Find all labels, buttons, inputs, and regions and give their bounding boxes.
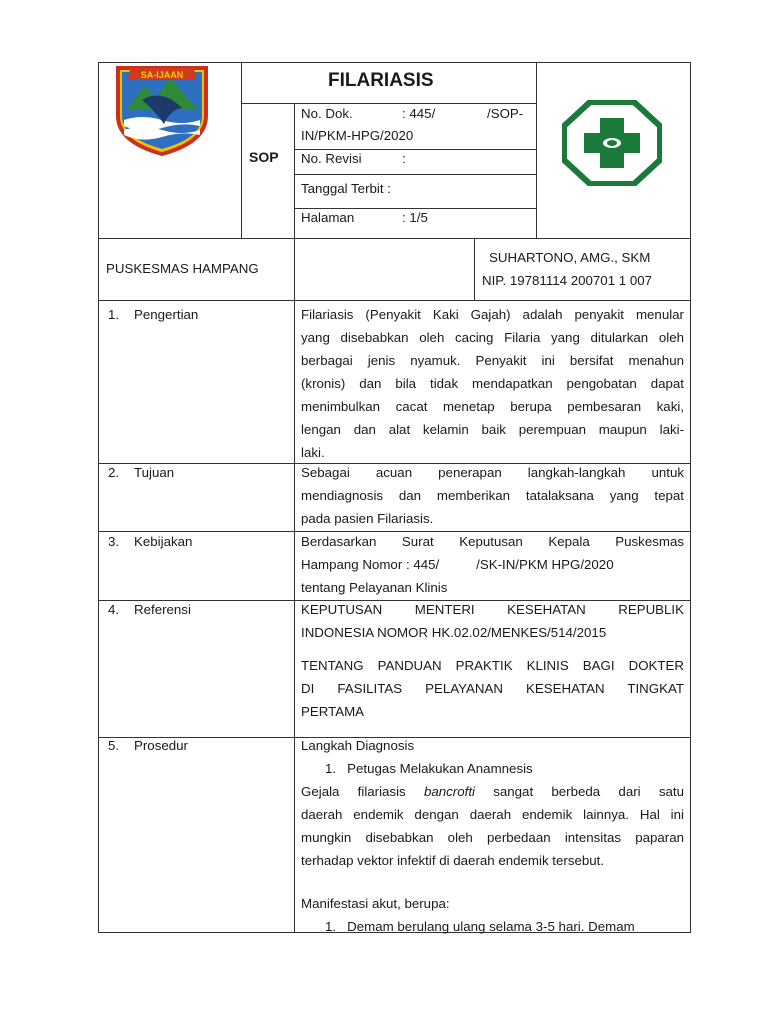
prosedur-line: daerah endemik dengan daerah endemik lainnya. Hal ini <box>301 807 684 822</box>
page-value: : 1/5 <box>402 210 428 225</box>
prosedur-italic-text: bancrofti <box>423 784 475 799</box>
section-label: Pengertian <box>134 307 199 322</box>
prosedur-item: 1. Demam berulang ulang selama 3-5 hari. Demam <box>325 919 635 934</box>
doc-no-value: : 445/ <box>402 106 436 121</box>
page-label: Halaman <box>301 210 355 225</box>
pengertian-line: Filariasis (Penyakit Kaki Gajah) adalah penyakit menular <box>301 307 684 322</box>
document-title: FILARIASIS <box>328 70 434 91</box>
referensi-line: TENTANG PANDUAN PRAKTIK KLINIS BAGI DOKTER <box>301 658 684 673</box>
section-label: Kebijakan <box>134 534 193 549</box>
regency-emblem-logo <box>112 64 212 156</box>
divider <box>474 238 475 300</box>
divider <box>294 174 536 175</box>
table-border-right <box>690 62 691 933</box>
section-number: 1. <box>108 307 120 322</box>
referensi-line: INDONESIA NOMOR HK.02.02/MENKES/514/2015 <box>301 625 607 640</box>
pengertian-line: laki. <box>301 445 325 460</box>
prosedur-line: terhadap vektor infektif di daerah endemik tersebut. <box>301 853 605 868</box>
pengertian-line: (kronis) dan bila tidak mendapatkan pengobatan dapat <box>301 376 684 391</box>
section-number: 2. <box>108 465 120 480</box>
tujuan-line: pada pasien Filariasis. <box>301 511 434 526</box>
signer-name: SUHARTONO, AMG., SKM <box>489 250 651 265</box>
tujuan-line: mendiagnosis dan memberikan tatalaksana yang tepat <box>301 488 684 503</box>
kebijakan-line: Berdasarkan Surat Keputusan Kepala Puskesmas <box>301 534 684 549</box>
pengertian-line: yang disebabkan oleh cacing Filaria yang ditularkan oleh <box>301 330 684 345</box>
table-border-left <box>98 62 99 933</box>
revision-label: No. Revisi <box>301 151 362 166</box>
referensi-line: KEPUTUSAN MENTERI KESEHATAN REPUBLIK <box>301 602 684 617</box>
pengertian-line: berbagai jenis nyamuk. Penyakit ini bersifat menahun <box>301 353 684 368</box>
referensi-line: PERTAMA <box>301 704 365 719</box>
kebijakan-line: tentang Pelayanan Klinis <box>301 580 448 595</box>
puskesmas-logo <box>562 100 662 186</box>
doc-no-value: /SOP- <box>487 106 524 121</box>
signer-nip: NIP. 19781114 200701 1 007 <box>482 273 653 288</box>
prosedur-text: sangat berbeda dari satu <box>493 784 684 799</box>
sop-label: SOP <box>249 149 279 165</box>
section-label: Referensi <box>134 602 191 617</box>
section-number: 4. <box>108 602 120 617</box>
divider <box>294 103 295 932</box>
pengertian-line: menimbulkan cacat menetap berupa pembesaran kaki, <box>301 399 684 414</box>
issued-date-label: Tanggal Terbit : <box>301 181 391 196</box>
prosedur-line <box>301 780 684 803</box>
pengertian-line: lengan dan alat kelamin baik perempuan maupun laki- <box>301 422 684 437</box>
table-border-top <box>98 62 691 63</box>
emblem-text: SA-IJAAN <box>140 70 184 80</box>
tujuan-line: Sebagai acuan penerapan langkah-langkah untuk <box>301 465 684 480</box>
section-number: 5. <box>108 738 120 753</box>
section-label: Prosedur <box>134 738 188 753</box>
prosedur-text: Gejala filariasis <box>301 784 406 799</box>
kebijakan-line: Hampang Nomor : 445/ /SK-IN/PKM HPG/2020 <box>301 557 614 572</box>
prosedur-line: mungkin disebabkan oleh perbedaan intensitas paparan <box>301 830 684 845</box>
prosedur-heading: Langkah Diagnosis <box>301 738 415 753</box>
revision-value: : <box>402 151 406 166</box>
section-label: Tujuan <box>134 465 175 480</box>
doc-no-label: No. Dok. <box>301 106 353 121</box>
divider <box>98 300 691 301</box>
prosedur-manifest: Manifestasi akut, berupa: <box>301 896 450 911</box>
doc-no-value: IN/PKM-HPG/2020 <box>301 128 414 143</box>
divider <box>536 62 537 239</box>
divider <box>98 238 691 239</box>
divider <box>241 62 242 239</box>
section-number: 3. <box>108 534 120 549</box>
prosedur-step: 1. Petugas Melakukan Anamnesis <box>325 761 533 776</box>
organization-name: PUSKESMAS HAMPANG <box>106 261 259 276</box>
referensi-line: DI FASILITAS PELAYANAN KESEHATAN TINGKAT <box>301 681 684 696</box>
